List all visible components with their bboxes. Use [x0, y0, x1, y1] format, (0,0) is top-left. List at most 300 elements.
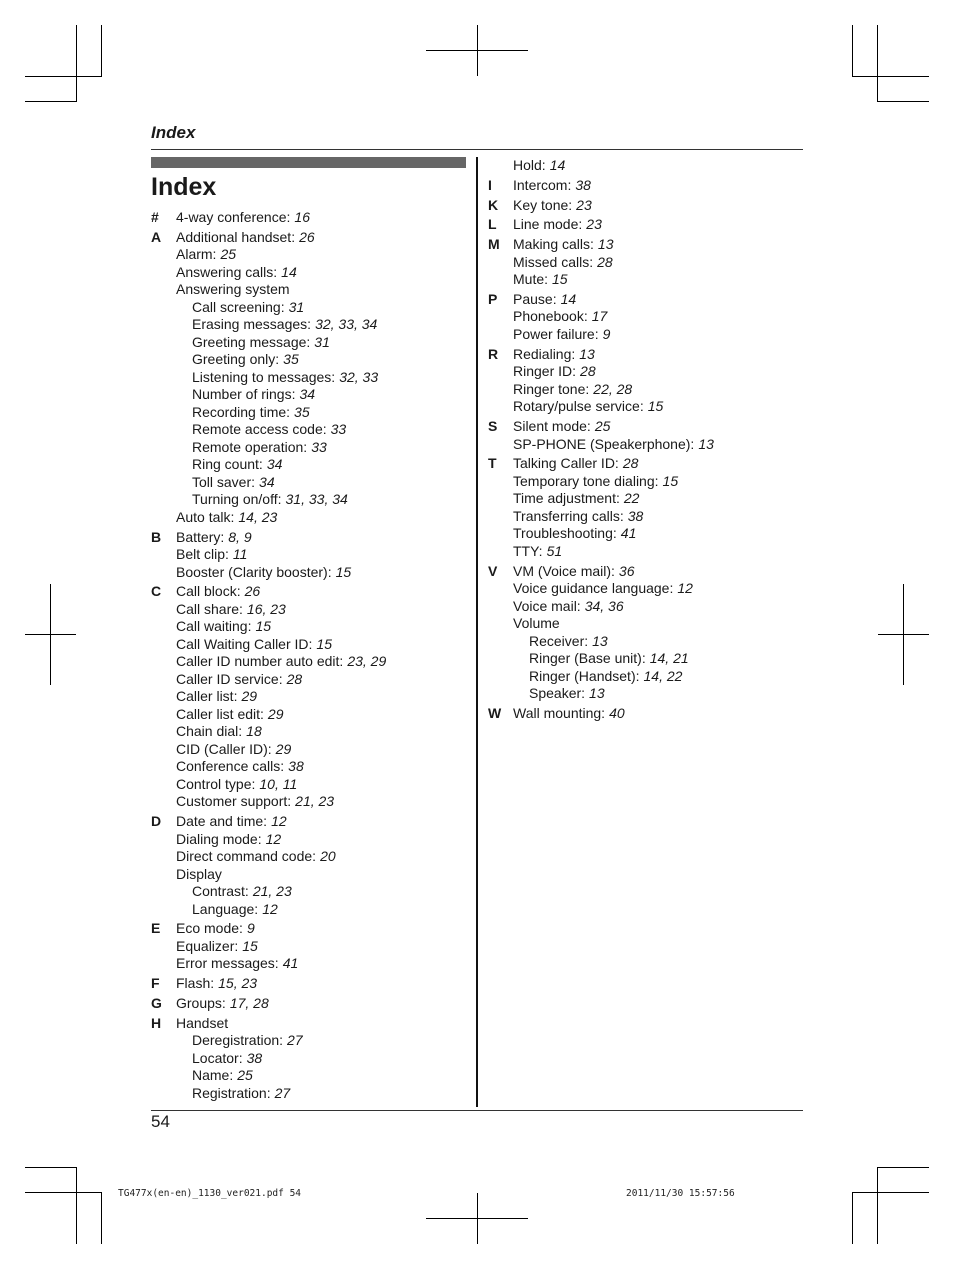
- index-letter-group: [488, 418, 808, 453]
- index-entry: [176, 1015, 471, 1033]
- index-entry: [513, 346, 808, 364]
- entry-term: Call waiting:: [176, 618, 252, 635]
- index-subentry: [176, 386, 471, 404]
- crop-mark: [25, 1192, 102, 1193]
- index-letter-group: [151, 975, 471, 993]
- entry-page-refs: 34: [259, 473, 275, 490]
- entry-term: Booster (Clarity booster):: [176, 563, 332, 580]
- index-entry: [176, 831, 471, 849]
- entry-page-refs: 9: [246, 920, 255, 937]
- index-entry: [513, 197, 808, 215]
- index-entry: [513, 177, 808, 195]
- crop-mark: [877, 1167, 878, 1244]
- index-subentry: [176, 316, 471, 334]
- index-subentry: [176, 421, 471, 439]
- entry-page-refs: 28: [286, 670, 303, 687]
- entry-term: Battery:: [176, 528, 225, 545]
- crop-mark: [25, 76, 102, 77]
- index-entry: [513, 473, 808, 491]
- crop-mark: [76, 1167, 77, 1244]
- entry-page-refs: 17, 28: [229, 995, 269, 1012]
- entry-term: Contrast:: [192, 883, 249, 900]
- crop-mark: [852, 76, 929, 77]
- index-entry: [176, 975, 471, 993]
- entry-term: Flash:: [176, 975, 215, 992]
- index-subentry: [176, 404, 471, 422]
- entry-term: Remote operation:: [192, 438, 308, 455]
- index-letter: E: [151, 920, 161, 937]
- entry-page-refs: 29: [275, 740, 292, 757]
- entry-term: Key tone:: [513, 196, 573, 213]
- index-letter: #: [151, 209, 159, 225]
- index-entry: [176, 509, 471, 527]
- entry-term: Eco mode:: [176, 920, 243, 937]
- crop-mark: [877, 25, 878, 102]
- entry-term: Number of rings:: [192, 386, 296, 403]
- index-entry: [513, 705, 808, 723]
- entry-term: Redialing:: [513, 345, 576, 362]
- index-entry: [176, 723, 471, 741]
- entry-term: Listening to messages:: [192, 368, 336, 385]
- entry-page-refs: 12: [271, 813, 287, 830]
- entry-page-refs: 15: [662, 472, 679, 489]
- index-entry: [513, 271, 808, 289]
- index-subentry: [513, 685, 808, 703]
- index-entry: [176, 995, 471, 1013]
- entry-page-refs: 15: [316, 635, 332, 652]
- index-entry: [176, 618, 471, 636]
- entry-page-refs: 21, 23: [295, 793, 335, 810]
- entry-page-refs: 9: [602, 325, 611, 342]
- entry-term: Erasing messages:: [192, 316, 312, 333]
- entry-term: Intercom:: [513, 176, 572, 193]
- entry-page-refs: 13: [597, 236, 614, 253]
- entry-term: Power failure:: [513, 325, 599, 342]
- index-entry: [513, 308, 808, 326]
- entry-term: TTY:: [513, 542, 543, 559]
- index-subentry: [176, 1085, 471, 1103]
- index-entry: [176, 229, 471, 247]
- entry-page-refs: 34: [266, 456, 283, 473]
- entry-term: Belt clip:: [176, 546, 229, 563]
- crop-mark: [877, 101, 929, 102]
- entry-term: Language:: [192, 900, 259, 917]
- entry-page-refs: 12: [677, 580, 693, 597]
- index-letter-group: [151, 813, 471, 918]
- index-subentry: [176, 1032, 471, 1050]
- index-entry: [176, 209, 471, 227]
- entry-term: Wall mounting:: [513, 704, 606, 721]
- entry-term: Temporary tone dialing:: [513, 472, 659, 489]
- entry-page-refs: 40: [609, 704, 625, 721]
- index-subentry: [176, 456, 471, 474]
- entry-term: Caller list:: [176, 688, 238, 705]
- index-letter: S: [488, 418, 498, 435]
- entry-page-refs: 15: [242, 937, 258, 954]
- entry-page-refs: 12: [265, 830, 282, 847]
- crop-mark: [76, 25, 77, 102]
- index-entry: [513, 363, 808, 381]
- index-entry: [513, 291, 808, 309]
- index-letter: I: [488, 176, 492, 193]
- index-entry: [176, 688, 471, 706]
- print-datetime: 2011/11/30 15:57:56: [626, 1188, 735, 1199]
- index-letter-group: [488, 236, 808, 289]
- entry-page-refs: 23: [576, 196, 592, 213]
- entry-page-refs: 15: [335, 563, 352, 580]
- index-subentry: [176, 901, 471, 919]
- index-entry: [176, 636, 471, 654]
- entry-term: Locator:: [192, 1049, 243, 1066]
- index-column-left: [151, 209, 471, 1105]
- index-letter-group: [151, 229, 471, 527]
- entry-page-refs: 41: [282, 955, 299, 972]
- entry-page-refs: 29: [241, 688, 258, 705]
- entry-term: Date and time:: [176, 813, 268, 830]
- entry-page-refs: 31: [314, 333, 330, 350]
- entry-term: CID (Caller ID):: [176, 740, 272, 757]
- entry-term: Dialing mode:: [176, 830, 262, 847]
- entry-page-refs: 21, 23: [252, 883, 292, 900]
- entry-term: Deregistration:: [192, 1032, 284, 1049]
- entry-term: Caller ID service:: [176, 670, 283, 687]
- entry-page-refs: 10, 11: [259, 775, 298, 792]
- index-letter: V: [488, 562, 498, 579]
- index-subentry: [176, 369, 471, 387]
- entry-term: Control type:: [176, 775, 256, 792]
- index-entry: [513, 525, 808, 543]
- index-letter-group: [488, 291, 808, 344]
- entry-page-refs: 23: [586, 216, 602, 233]
- entry-term: Toll saver:: [192, 473, 256, 490]
- index-entry: [513, 326, 808, 344]
- index-subentry: [513, 650, 808, 668]
- index-letter: D: [151, 813, 162, 830]
- crop-mark: [878, 634, 929, 635]
- index-entry: [513, 580, 808, 598]
- index-entry: [513, 598, 808, 616]
- index-entry: [513, 455, 808, 473]
- entry-term: Conference calls:: [176, 758, 285, 775]
- index-letter-group: [151, 209, 471, 227]
- entry-term: Hold:: [513, 157, 546, 173]
- entry-page-refs: 29: [267, 705, 284, 722]
- index-letter-group: [488, 563, 808, 703]
- crop-mark: [852, 1192, 853, 1244]
- entry-term: Ringer (Handset):: [529, 667, 640, 684]
- index-entry: [513, 236, 808, 254]
- entry-page-refs: 41: [620, 525, 637, 542]
- index-letter-group: [151, 995, 471, 1013]
- footer-rule: [151, 1110, 803, 1111]
- entry-page-refs: 34, 36: [584, 597, 624, 614]
- index-subentry: [176, 299, 471, 317]
- entry-term: Groups:: [176, 995, 226, 1012]
- entry-term: Phonebook:: [513, 308, 588, 325]
- index-entry: [513, 615, 808, 633]
- entry-term: Mute:: [513, 271, 549, 288]
- index-letter-group: [151, 583, 471, 811]
- index-letter-group: [488, 157, 808, 175]
- entry-page-refs: 35: [294, 403, 310, 420]
- entry-term: Ringer ID:: [513, 363, 577, 380]
- index-entry: [176, 920, 471, 938]
- index-entry: [513, 254, 808, 272]
- index-letter: B: [151, 528, 162, 545]
- entry-term: Pause:: [513, 290, 557, 307]
- entry-term: Voice mail:: [513, 597, 581, 614]
- index-letter-group: [488, 455, 808, 560]
- entry-page-refs: 12: [262, 900, 278, 917]
- entry-term: Silent mode:: [513, 418, 591, 435]
- entry-term: Speaker:: [529, 685, 586, 702]
- entry-page-refs: 14, 22: [643, 667, 683, 684]
- entry-page-refs: 20: [320, 848, 336, 865]
- entry-page-refs: 15: [552, 271, 568, 288]
- entry-term: Answering system: [176, 281, 290, 298]
- entry-page-refs: 13: [589, 685, 605, 702]
- index-letter: M: [488, 236, 500, 253]
- entry-page-refs: 11: [232, 546, 248, 563]
- entry-term: Direct command code:: [176, 848, 317, 865]
- entry-page-refs: 26: [244, 583, 261, 600]
- entry-term: Troubleshooting:: [513, 525, 617, 542]
- entry-page-refs: 33: [311, 438, 327, 455]
- index-letter-group: [488, 177, 808, 195]
- crop-mark: [25, 634, 76, 635]
- index-entry: [513, 381, 808, 399]
- index-entry: [513, 563, 808, 581]
- entry-page-refs: 23, 29: [347, 653, 387, 670]
- entry-term: 4-way conference:: [176, 209, 291, 225]
- index-column-right: [488, 157, 808, 725]
- entry-page-refs: 14: [281, 263, 297, 280]
- entry-term: Answering calls:: [176, 263, 278, 280]
- index-entry: [176, 671, 471, 689]
- page-number: 54: [151, 1112, 170, 1131]
- index-subentry: [176, 1067, 471, 1085]
- entry-term: Caller ID number auto edit:: [176, 653, 344, 670]
- entry-term: Remote access code:: [192, 421, 327, 438]
- index-entry: [176, 264, 471, 282]
- entry-term: Talking Caller ID:: [513, 455, 619, 472]
- entry-page-refs: 31: [288, 298, 305, 315]
- index-entry: [513, 418, 808, 436]
- entry-page-refs: 13: [579, 345, 595, 362]
- index-subentry: [176, 491, 471, 509]
- index-entry: [513, 490, 808, 508]
- index-entry: [176, 776, 471, 794]
- index-entry: [176, 601, 471, 619]
- index-subentry: [176, 334, 471, 352]
- entry-term: Call share:: [176, 600, 243, 617]
- index-entry: [176, 866, 471, 884]
- index-entry: [513, 436, 808, 454]
- index-entry: [176, 955, 471, 973]
- entry-term: Volume: [513, 615, 560, 632]
- index-letter: R: [488, 345, 499, 362]
- index-entry: [176, 848, 471, 866]
- index-letter-group: [488, 705, 808, 723]
- entry-page-refs: 22, 28: [593, 380, 633, 397]
- index-entry: [176, 793, 471, 811]
- entry-page-refs: 28: [597, 253, 613, 270]
- crop-mark: [25, 1167, 77, 1168]
- entry-page-refs: 34: [299, 386, 316, 403]
- index-subentry: [176, 351, 471, 369]
- entry-term: Equalizer:: [176, 937, 239, 954]
- index-subentry: [176, 1050, 471, 1068]
- index-subentry: [513, 668, 808, 686]
- index-entry: [176, 246, 471, 264]
- index-letter-group: [488, 197, 808, 215]
- entry-page-refs: 27: [287, 1032, 303, 1049]
- index-subentry: [176, 439, 471, 457]
- entry-page-refs: 38: [288, 758, 304, 775]
- crop-mark: [426, 50, 528, 51]
- index-entry: [176, 564, 471, 582]
- entry-term: Caller list edit:: [176, 705, 264, 722]
- entry-term: Call block:: [176, 583, 241, 600]
- entry-page-refs: 26: [299, 228, 315, 245]
- entry-term: SP-PHONE (Speakerphone):: [513, 435, 695, 452]
- entry-term: Time adjustment:: [513, 490, 620, 507]
- index-entry: [513, 216, 808, 234]
- crop-mark: [101, 25, 102, 77]
- index-entry: [513, 508, 808, 526]
- index-letter: P: [488, 290, 498, 307]
- entry-term: Turning on/off:: [192, 491, 282, 508]
- entry-term: Customer support:: [176, 793, 292, 810]
- index-letter: C: [151, 583, 162, 600]
- index-letter: A: [151, 228, 162, 245]
- entry-term: Display: [176, 865, 222, 882]
- crop-mark: [25, 101, 77, 102]
- entry-page-refs: 38: [627, 507, 644, 524]
- entry-term: Alarm:: [176, 246, 217, 263]
- entry-term: Line mode:: [513, 216, 583, 233]
- entry-term: Auto talk:: [176, 508, 235, 525]
- entry-term: Rotary/pulse service:: [513, 398, 644, 415]
- index-entry: [176, 938, 471, 956]
- crop-mark: [877, 1167, 929, 1168]
- entry-term: Error messages:: [176, 955, 279, 972]
- index-entry: [176, 653, 471, 671]
- entry-term: Transferring calls:: [513, 507, 624, 524]
- entry-page-refs: 32, 33, 34: [315, 316, 378, 333]
- entry-page-refs: 33: [330, 421, 347, 438]
- header-rule: [151, 149, 803, 150]
- entry-term: Additional handset:: [176, 228, 296, 245]
- index-letter: W: [488, 704, 502, 721]
- entry-page-refs: 16, 23: [246, 600, 286, 617]
- entry-page-refs: 28: [580, 363, 596, 380]
- entry-page-refs: 16: [294, 209, 310, 225]
- entry-term: Voice guidance language:: [513, 580, 674, 597]
- entry-page-refs: 14: [549, 157, 566, 173]
- entry-page-refs: 18: [246, 723, 262, 740]
- entry-term: Call screening:: [192, 298, 285, 315]
- entry-page-refs: 15, 23: [218, 975, 258, 992]
- index-letter: H: [151, 1014, 162, 1031]
- section-title: Index: [151, 123, 196, 142]
- entry-page-refs: 51: [546, 542, 563, 559]
- entry-term: Registration:: [192, 1084, 271, 1101]
- entry-page-refs: 31, 33, 34: [285, 491, 348, 508]
- index-subentry: [513, 633, 808, 651]
- index-letter: F: [151, 975, 160, 992]
- index-entry: [513, 398, 808, 416]
- crop-mark: [426, 1218, 528, 1219]
- entry-page-refs: 36: [618, 562, 635, 579]
- entry-term: Greeting only:: [192, 351, 280, 368]
- entry-page-refs: 35: [283, 351, 299, 368]
- index-letter-group: [151, 1015, 471, 1103]
- entry-page-refs: 14, 23: [238, 508, 278, 525]
- entry-page-refs: 14: [560, 290, 577, 307]
- entry-page-refs: 32, 33: [339, 368, 379, 385]
- entry-term: Ringer (Base unit):: [529, 650, 646, 667]
- index-entry: [513, 157, 808, 175]
- crop-mark: [852, 25, 853, 77]
- index-entry: [176, 546, 471, 564]
- index-letter: T: [488, 455, 497, 472]
- print-file-info: TG477x(en-en)_1130_ver021.pdf 54: [118, 1188, 302, 1199]
- index-entry: [176, 813, 471, 831]
- entry-term: Recording time:: [192, 403, 291, 420]
- entry-page-refs: 13: [592, 632, 608, 649]
- entry-page-refs: 25: [594, 418, 611, 435]
- entry-term: Chain dial:: [176, 723, 243, 740]
- entry-term: Missed calls:: [513, 253, 594, 270]
- index-subentry: [176, 474, 471, 492]
- index-letter: L: [488, 216, 497, 233]
- entry-page-refs: 15: [647, 398, 664, 415]
- entry-page-refs: 38: [575, 176, 591, 193]
- title-bar: [151, 157, 466, 168]
- entry-page-refs: 28: [622, 455, 639, 472]
- column-divider: [476, 157, 478, 1107]
- entry-page-refs: 14, 21: [649, 650, 689, 667]
- entry-term: Receiver:: [529, 632, 589, 649]
- entry-term: VM (Voice mail):: [513, 562, 615, 579]
- index-letter: G: [151, 995, 162, 1012]
- entry-page-refs: 13: [698, 435, 714, 452]
- entry-term: Name:: [192, 1067, 234, 1084]
- entry-page-refs: 15: [255, 618, 272, 635]
- entry-page-refs: 22: [623, 490, 640, 507]
- index-entry: [176, 281, 471, 299]
- crop-mark: [852, 1192, 929, 1193]
- index-entry: [176, 741, 471, 759]
- page-heading: Index: [151, 173, 217, 201]
- index-entry: [176, 706, 471, 724]
- index-entry: [176, 583, 471, 601]
- entry-term: Making calls:: [513, 236, 594, 253]
- index-letter-group: [488, 346, 808, 416]
- index-entry: [176, 529, 471, 547]
- entry-page-refs: 25: [220, 246, 237, 263]
- entry-page-refs: 38: [246, 1049, 263, 1066]
- index-subentry: [176, 883, 471, 901]
- entry-term: Handset: [176, 1014, 229, 1031]
- index-letter-group: [151, 529, 471, 582]
- entry-page-refs: 8, 9: [228, 528, 252, 545]
- index-letter: K: [488, 196, 499, 213]
- entry-term: Ringer tone:: [513, 380, 590, 397]
- index-letter-group: [151, 920, 471, 973]
- entry-page-refs: 27: [274, 1084, 291, 1101]
